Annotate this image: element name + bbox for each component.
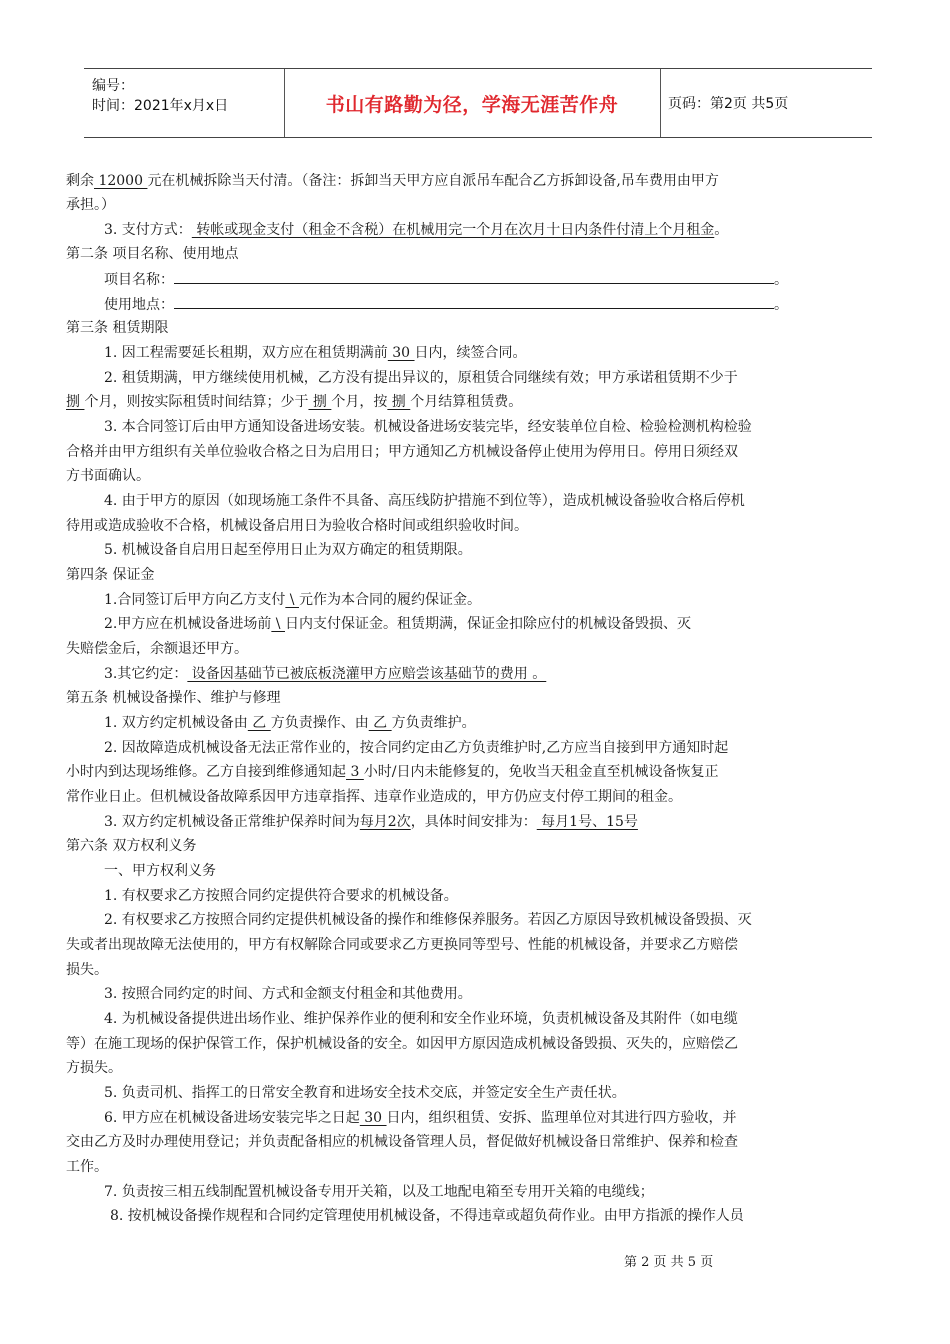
- contract-line: 3. 按照合同约定的时间、方式和金额支付租金和其他费用。: [104, 986, 472, 1002]
- header-divider: [660, 69, 661, 137]
- contract-line: 方损失。: [66, 1060, 122, 1076]
- contract-line: 1. 双方约定机械设备由 乙 方负责操作、由 乙 方负责维护。: [104, 715, 476, 731]
- contract-line: 待用或造成验收不合格，机械设备启用日为验收合格时间或组织验收时间。: [66, 518, 528, 534]
- contract-line: 2. 因故障造成机械设备无法正常作业的，按合同约定由乙方负责维护时,乙方应当自接到甲方通知时起: [104, 740, 729, 756]
- contract-line: 合格并由甲方组织有关单位验收合格之日为启用日；甲方通知乙方机械设备停止使用为停用日。停用日须经双: [66, 444, 738, 460]
- section-heading: 第四条 保证金: [66, 567, 155, 583]
- project-name-row: 项目名称： 。: [104, 269, 788, 290]
- contract-line: 5. 机械设备自启用日起至停用日止为双方确定的租赁期限。: [104, 542, 472, 558]
- header-meta: [84, 69, 284, 137]
- header-divider: [284, 69, 285, 137]
- contract-line: 2. 租赁期满，甲方继续使用机械，乙方没有提出异议的，原租赁合同继续有效；甲方承诺租赁期不少于: [104, 370, 738, 386]
- contract-line: 7. 负责按三相五线制配置机械设备专用开关箱，以及工地配电箱至专用开关箱的电缆线；: [104, 1184, 654, 1200]
- contract-line: 捌 个月，则按实际租赁时间结算；少于 捌 个月，按 捌 个月结算租赁费。: [66, 394, 523, 410]
- contract-line: 失赔偿金后，余额退还甲方。: [66, 641, 248, 657]
- contract-line: 4. 为机械设备提供进出场作业、维护保养作业的便利和安全作业环境，负责机械设备及其附件（如电缆: [104, 1011, 738, 1027]
- use-location-row: 使用地点： 。: [104, 294, 788, 315]
- section-heading: 第三条 租赁期限: [66, 320, 169, 336]
- header-time: 时间：2021年x月x日: [92, 98, 229, 114]
- fill-days: 30: [387, 345, 415, 361]
- contract-line: 2.甲方应在机械设备进场前 \ 日内支付保证金。租赁期满，保证金扣除应付的机械设备毁损、灭: [104, 616, 691, 632]
- header-page-number: 页码：第2页 共5页: [668, 96, 789, 112]
- section-heading: 第五条 机械设备操作、维护与修理: [66, 690, 281, 706]
- contract-line: 交由乙方及时办理使用登记；并负责配备相应的机械设备管理人员，督促做好机械设备日常维护、保养和检查: [66, 1134, 738, 1150]
- section-heading: 第二条 项目名称、使用地点: [66, 246, 239, 262]
- contract-line: 方书面确认。: [66, 468, 150, 484]
- contract-line: 等）在施工现场的保护保管工作，保护机械设备的安全。如因甲方原因造成机械设备毁损、灭失的，应赔偿乙: [66, 1036, 738, 1052]
- contract-line: 剩余 12000 元在机械拆除当天付清。（备注：拆卸当天甲方应自派吊车配合乙方拆卸设备,吊车费用由甲方: [66, 173, 719, 189]
- project-name-blank: [174, 269, 774, 284]
- contract-line: 1. 因工程需要延长租期，双方应在租赁期满前 30 日内，续签合同。: [104, 345, 527, 361]
- section-heading: 第六条 双方权利义务: [66, 838, 197, 854]
- header-number: 编号：: [92, 78, 134, 94]
- contract-line: 3. 支付方式： 转帐或现金支付（租金不含税）在机械用完一个月在次月十日内条件付清上个月租金。: [104, 222, 729, 238]
- contract-line: 5. 负责司机、指挥工的日常安全教育和进场安全技术交底，并签定安全生产责任状。: [104, 1085, 626, 1101]
- contract-line: 小时内到达现场维修。乙方自接到维修通知起 3 小时/日内未能修复的，免收当天租金直至机械设备恢复正: [66, 764, 719, 780]
- contract-line: 3. 双方约定机械设备正常维护保养时间为每月2次，具体时间安排为： 每月1号、15号: [104, 814, 638, 830]
- fill-amount: 12000: [94, 173, 148, 189]
- contract-line: 3.其它约定： 设备因基础节已被底板浇灌甲方应赔尝该基础节的费用 。: [104, 666, 547, 682]
- page-footer: 第 2 页 共 5 页: [624, 1255, 714, 1270]
- contract-line: 6. 甲方应在机械设备进场安装完毕之日起 30 日内，组织租赁、安拆、监理单位对其进行四方验收，并: [104, 1110, 737, 1126]
- contract-line: 工作。: [66, 1159, 108, 1175]
- contract-line: 1.合同签订后甲方向乙方支付 \ 元作为本合同的履约保证金。: [104, 592, 481, 608]
- use-location-blank: [174, 294, 774, 309]
- contract-line: 2. 有权要求乙方按照合同约定提供机械设备的操作和维修保养服务。若因乙方原因导致机械设备毁损、灭: [104, 912, 752, 928]
- header-motto: 书山有路勤为径，学海无涯苦作舟: [325, 93, 619, 116]
- fill-payment-method: 转帐或现金支付（租金不含税）在机械用完一个月在次月十日内条件付清上个月租金: [191, 222, 715, 238]
- contract-line: 损失。: [66, 962, 108, 978]
- contract-line: 失或者出现故障无法使用的，甲方有权解除合同或要求乙方更换同等型号、性能的机械设备，并要求乙方赔偿: [66, 937, 738, 953]
- contract-line: 3. 本合同签订后由甲方通知设备进场安装。机械设备进场安装完毕，经安装单位自检、检验检测机构检验: [104, 419, 752, 435]
- contract-line: 常作业日止。但机械设备故障系因甲方违章指挥、违章作业造成的，甲方仍应支付停工期间的租金。: [66, 789, 682, 805]
- contract-line: 8. 按机械设备操作规程和合同约定管理使用机械设备，不得违章或超负荷作业。由甲方指派的操作人员: [110, 1208, 744, 1224]
- contract-line: 承担。）: [66, 197, 115, 213]
- contract-line: 1. 有权要求乙方按照合同约定提供符合要求的机械设备。: [104, 888, 458, 904]
- contract-line: 4. 由于甲方的原因（如现场施工条件不具备、高压线防护措施不到位等），造成机械设备验收合格后停机: [104, 493, 745, 509]
- page-header: [84, 68, 872, 138]
- subsection-heading: 一、甲方权利义务: [104, 863, 216, 879]
